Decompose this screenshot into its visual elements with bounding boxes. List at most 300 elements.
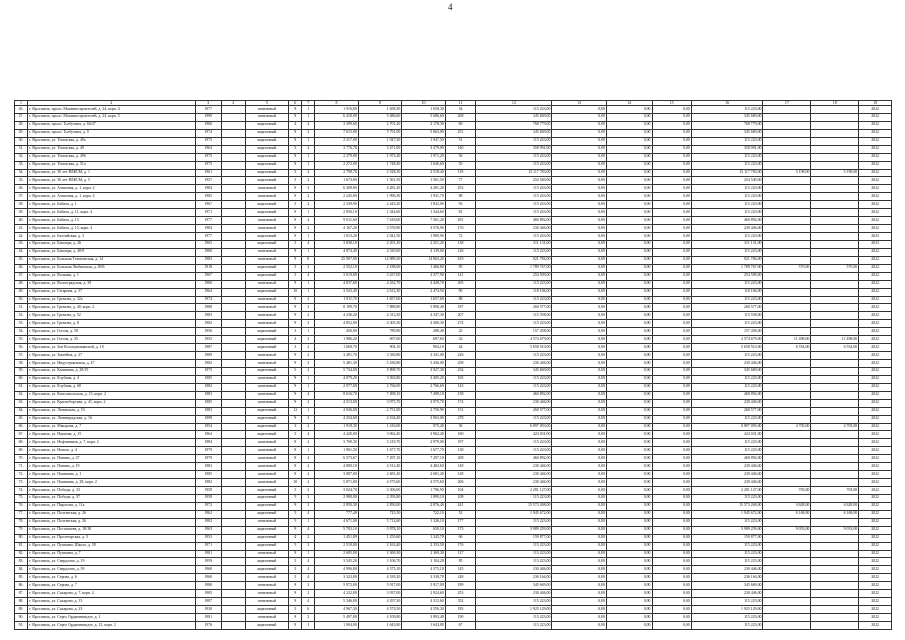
- cell-owner-funds: 2 281 127,00: [691, 487, 763, 495]
- cell-wall-material: кирпичный: [245, 606, 289, 614]
- cell-unit-cost: [763, 352, 811, 360]
- table-row: [15, 606, 892, 614]
- cell-row-number: 66.: [15, 423, 28, 431]
- cell-residents: 108: [445, 494, 475, 502]
- cell-regional-funds: 0,00: [606, 145, 652, 153]
- cell-wall-material: панельный: [245, 320, 289, 328]
- cell-wall-material: кирпичный: [245, 264, 289, 272]
- cell-residential-area: 5 917,00: [358, 582, 402, 590]
- cell-regional-funds: 0,00: [606, 518, 652, 526]
- cell-total-cost: 159 877,00: [476, 534, 552, 542]
- cell-planned-year: 2022: [859, 344, 892, 352]
- cell-private-area: 2 750,90: [402, 407, 446, 415]
- cell-address: г. Ярославль, ул. Большая Техническая, д. 14: [28, 256, 196, 264]
- cell-total-area: 1 918,30: [315, 423, 359, 431]
- cell-municipal-funds: 0,00: [652, 407, 691, 415]
- cell-row-number: 30.: [15, 137, 28, 145]
- cell-residents: 207: [445, 312, 475, 320]
- cell-municipal-funds: 0,00: [652, 423, 691, 431]
- cell-regional-funds: 0,00: [606, 106, 652, 114]
- cell-owner-funds: 115 223,00: [691, 352, 763, 360]
- cell-owner-funds: 230 446,00: [691, 399, 763, 407]
- cell-year-built: 1983: [195, 391, 221, 399]
- cell-owner-funds: 13 117 783,00: [691, 169, 763, 177]
- cell-municipal-funds: 0,00: [652, 264, 691, 272]
- column-number: 5: [245, 101, 289, 106]
- cell-entrances: 1: [302, 280, 315, 288]
- cell-address: г. Ярославль, ул. Макарова, д. 7: [28, 423, 196, 431]
- cell-wall-material: кирпичный: [245, 367, 289, 375]
- cell-year-built: 1977: [195, 106, 221, 114]
- cell-max-unit-cost: 6 168,00: [811, 510, 859, 518]
- cell-floors: 5: [289, 169, 302, 177]
- cell-municipal-funds: 0,00: [652, 526, 691, 534]
- cell-entrances: 1: [302, 407, 315, 415]
- cell-address: г. Ярославль, ул. Победы, д. 37: [28, 494, 196, 502]
- cell-total-cost: 230 446,00: [476, 225, 552, 233]
- cell-year-built: 1985: [195, 375, 221, 383]
- cell-entrances: 2: [302, 399, 315, 407]
- cell-regional-funds: 0,00: [606, 471, 652, 479]
- cell-wall-material: кирпичный: [245, 415, 289, 423]
- cell-floors: 9: [289, 590, 302, 598]
- cell-floors: 5: [289, 431, 302, 439]
- cell-total-cost: 3 989 259,00: [476, 526, 552, 534]
- cell-planned-year: 2022: [859, 201, 892, 209]
- cell-residential-area: 4 164,40: [358, 415, 402, 423]
- cell-max-unit-cost: [811, 558, 859, 566]
- cell-entrances: 4: [302, 169, 315, 177]
- cell-municipal-funds: 0,00: [652, 399, 691, 407]
- cell-residential-area: 4 281,20: [358, 185, 402, 193]
- cell-total-area: 3 545,20: [315, 558, 359, 566]
- cell-total-cost: 115 223,00: [476, 201, 552, 209]
- cell-regional-funds: 0,00: [606, 272, 652, 280]
- cell-total-area: 7 015,80: [315, 129, 359, 137]
- cell-planned-year: 2022: [859, 606, 892, 614]
- cell-total-area: 2 980,00: [315, 494, 359, 502]
- cell-residents: 119: [445, 169, 475, 177]
- cell-private-area: 4 550,30: [402, 606, 446, 614]
- cell-unit-cost: [763, 621, 811, 629]
- cell-residential-area: 1 996,30: [358, 193, 402, 201]
- cell-municipal-funds: 0,00: [652, 145, 691, 153]
- cell-owner-funds: 345 669,00: [691, 113, 763, 121]
- cell-planned-year: 2022: [859, 614, 892, 622]
- cell-regional-funds: 0,00: [606, 248, 652, 256]
- cell-residential-area: 7 888,80: [358, 304, 402, 312]
- cell-private-area: 5 898,40: [402, 304, 446, 312]
- cell-municipal-funds: 0,00: [652, 391, 691, 399]
- column-number: 6: [289, 101, 302, 106]
- cell-planned-year: 2022: [859, 304, 892, 312]
- cell-entrances: 4: [302, 431, 315, 439]
- cell-floors: 9: [289, 225, 302, 233]
- cell-owner-funds: 260 577,00: [691, 304, 763, 312]
- cell-municipal-funds: 0,00: [652, 344, 691, 352]
- cell-wall-material: кирпичный: [245, 542, 289, 550]
- cell-residents: 187: [445, 304, 475, 312]
- cell-residential-area: 3 576,90: [358, 225, 402, 233]
- cell-year-reconstructed: [221, 439, 245, 447]
- cell-floors: 9: [289, 550, 302, 558]
- cell-address: г. Ярославль, ул. Нового, д. 4: [28, 447, 196, 455]
- cell-year-reconstructed: [221, 185, 245, 193]
- cell-unit-cost: [763, 558, 811, 566]
- column-number: 8: [315, 101, 359, 106]
- cell-private-area: 1 796,90: [402, 487, 446, 495]
- cell-private-area: 3 341,00: [402, 352, 446, 360]
- cell-floors: 5: [289, 240, 302, 248]
- cell-entrances: 1: [302, 383, 315, 391]
- cell-federal-funds: 0,00: [552, 415, 606, 423]
- cell-residents: 138: [445, 240, 475, 248]
- cell-municipal-funds: 0,00: [652, 471, 691, 479]
- cell-residents: 208: [445, 455, 475, 463]
- cell-planned-year: 2022: [859, 510, 892, 518]
- cell-year-reconstructed: [221, 367, 245, 375]
- cell-year-built: 1989: [195, 352, 221, 360]
- cell-year-reconstructed: [221, 582, 245, 590]
- cell-federal-funds: 0,00: [552, 558, 606, 566]
- cell-private-area: 1 561,50: [402, 177, 446, 185]
- cell-owner-funds: 230 446,00: [691, 463, 763, 471]
- cell-municipal-funds: 0,00: [652, 606, 691, 614]
- cell-residents: 128: [445, 471, 475, 479]
- cell-owner-funds: 115 223,00: [691, 296, 763, 304]
- cell-row-number: 44.: [15, 248, 28, 256]
- cell-total-area: 8 199,70: [315, 304, 359, 312]
- cell-residential-area: 2 701,20: [358, 121, 402, 129]
- cell-row-number: 33.: [15, 161, 28, 169]
- cell-total-area: 2 339,90: [315, 201, 359, 209]
- table-row: [15, 153, 892, 161]
- cell-total-cost: 230 446,00: [476, 471, 552, 479]
- cell-residents: 206: [445, 479, 475, 487]
- cell-federal-funds: 0,00: [552, 518, 606, 526]
- cell-year-reconstructed: [221, 217, 245, 225]
- cell-entrances: 1: [302, 248, 315, 256]
- cell-year-built: 1964: [195, 431, 221, 439]
- cell-regional-funds: 0,00: [606, 320, 652, 328]
- cell-planned-year: 2022: [859, 471, 892, 479]
- cell-year-reconstructed: [221, 542, 245, 550]
- cell-planned-year: 2022: [859, 415, 892, 423]
- cell-total-cost: 230 446,00: [476, 590, 552, 598]
- cell-municipal-funds: 0,00: [652, 415, 691, 423]
- cell-total-cost: 460 892,00: [476, 455, 552, 463]
- cell-max-unit-cost: [811, 240, 859, 248]
- cell-row-number: 49.: [15, 288, 28, 296]
- cell-floors: 9: [289, 153, 302, 161]
- cell-address: г. Ярославль, ул. Папанина, д. 28, корп. 2: [28, 479, 196, 487]
- cell-municipal-funds: 0,00: [652, 375, 691, 383]
- cell-total-cost: 230 446,00: [476, 463, 552, 471]
- cell-residential-area: 1 344,60: [358, 209, 402, 217]
- table-body: [15, 106, 892, 630]
- cell-unit-cost: [763, 106, 811, 114]
- cell-address: г. Ярославль, ул. Громова, д. 8: [28, 320, 196, 328]
- table-row: [15, 621, 892, 629]
- cell-year-reconstructed: [221, 209, 245, 217]
- cell-row-number: 29.: [15, 129, 28, 137]
- cell-private-area: 1 245,70: [402, 534, 446, 542]
- cell-year-reconstructed: [221, 415, 245, 423]
- cell-residents: 274: [445, 320, 475, 328]
- cell-floors: 9: [289, 312, 302, 320]
- cell-floors: 9: [289, 598, 302, 606]
- cell-regional-funds: 0,00: [606, 201, 652, 209]
- cell-address: г. Ярославль, ул. Нефтяников, д. 7, корп. 2: [28, 439, 196, 447]
- cell-max-unit-cost: [811, 447, 859, 455]
- cell-planned-year: 2022: [859, 566, 892, 574]
- cell-unit-cost: [763, 320, 811, 328]
- cell-year-reconstructed: [221, 320, 245, 328]
- cell-row-number: 35.: [15, 177, 28, 185]
- cell-residents: 253: [445, 185, 475, 193]
- cell-total-cost: 230 446,00: [476, 399, 552, 407]
- cell-owner-funds: 115 223,00: [691, 137, 763, 145]
- cell-unit-cost: [763, 280, 811, 288]
- cell-max-unit-cost: [811, 296, 859, 304]
- cell-wall-material: панельный: [245, 590, 289, 598]
- cell-federal-funds: 0,00: [552, 463, 606, 471]
- cell-row-number: 72.: [15, 471, 28, 479]
- cell-year-reconstructed: [221, 407, 245, 415]
- cell-floors: 9: [289, 375, 302, 383]
- cell-regional-funds: 0,00: [606, 598, 652, 606]
- cell-wall-material: панельный: [245, 185, 289, 193]
- cell-year-reconstructed: [221, 137, 245, 145]
- cell-year-reconstructed: [221, 463, 245, 471]
- cell-total-cost: 115 223,00: [476, 383, 552, 391]
- cell-owner-funds: 159 877,00: [691, 534, 763, 542]
- cell-total-area: 5 497,00: [315, 614, 359, 622]
- cell-residential-area: 3 962,40: [358, 431, 402, 439]
- cell-year-reconstructed: [221, 280, 245, 288]
- cell-private-area: 3 405,20: [402, 375, 446, 383]
- cell-regional-funds: 0,00: [606, 502, 652, 510]
- cell-total-area: 3 087,00: [315, 471, 359, 479]
- cell-entrances: 2: [302, 534, 315, 542]
- cell-residential-area: 1 748,40: [358, 161, 402, 169]
- cell-private-area: 3 338,70: [402, 574, 446, 582]
- cell-wall-material: панельный: [245, 447, 289, 455]
- cell-row-number: 48.: [15, 280, 28, 288]
- cell-total-area: 4 420,00: [315, 431, 359, 439]
- column-number: 1: [15, 101, 28, 106]
- cell-unit-cost: [763, 375, 811, 383]
- cell-wall-material: панельный: [245, 225, 289, 233]
- cell-max-unit-cost: 703,00: [811, 487, 859, 495]
- cell-entrances: 4: [302, 598, 315, 606]
- cell-address: г. Ярославль, ул. Индустриальная, д. 47: [28, 360, 196, 368]
- cell-federal-funds: 0,00: [552, 145, 606, 153]
- cell-total-cost: 260 577,00: [476, 304, 552, 312]
- cell-planned-year: 2022: [859, 526, 892, 534]
- cell-year-reconstructed: [221, 129, 245, 137]
- cell-year-built: 1960: [195, 566, 221, 574]
- cell-address: г. Ярославль, ул. Сахарова, д. 7, корп. 2: [28, 590, 196, 598]
- cell-wall-material: панельный: [245, 614, 289, 622]
- cell-municipal-funds: 0,00: [652, 534, 691, 542]
- cell-municipal-funds: 0,00: [652, 280, 691, 288]
- cell-unit-cost: [763, 534, 811, 542]
- cell-year-reconstructed: [221, 431, 245, 439]
- cell-wall-material: панельный: [245, 574, 289, 582]
- cell-residents: 25: [445, 328, 475, 336]
- cell-owner-funds: 230 446,00: [691, 360, 763, 368]
- cell-total-cost: 115 223,00: [476, 153, 552, 161]
- cell-federal-funds: 0,00: [552, 526, 606, 534]
- cell-private-area: 2 153,50: [402, 542, 446, 550]
- cell-planned-year: 2022: [859, 185, 892, 193]
- table-row: [15, 550, 892, 558]
- cell-federal-funds: 0,00: [552, 177, 606, 185]
- cell-year-reconstructed: [221, 161, 245, 169]
- cell-total-cost: 115 223,00: [476, 439, 552, 447]
- cell-planned-year: 2022: [859, 423, 892, 431]
- cell-owner-funds: 230 446,00: [691, 590, 763, 598]
- cell-planned-year: 2022: [859, 360, 892, 368]
- cell-residential-area: 4 339,20: [358, 574, 402, 582]
- cell-residents: 72: [445, 233, 475, 241]
- cell-unit-cost: [763, 129, 811, 137]
- cell-year-built: 1974: [195, 129, 221, 137]
- cell-residents: 104: [445, 487, 475, 495]
- cell-regional-funds: 0,00: [606, 240, 652, 248]
- cell-residential-area: 5 686,60: [358, 113, 402, 121]
- cell-owner-funds: 921 784,00: [691, 256, 763, 264]
- cell-owner-funds: 345 669,00: [691, 129, 763, 137]
- cell-row-number: 43.: [15, 240, 28, 248]
- cell-floors: 9: [289, 320, 302, 328]
- register-sheet: [14, 100, 892, 630]
- cell-row-number: 74.: [15, 487, 28, 495]
- cell-floors: 9: [289, 209, 302, 217]
- cell-federal-funds: 0,00: [552, 574, 606, 582]
- cell-floors: 5: [289, 145, 302, 153]
- cell-planned-year: 2022: [859, 383, 892, 391]
- cell-municipal-funds: 0,00: [652, 582, 691, 590]
- cell-total-area: 4 232,00: [315, 590, 359, 598]
- cell-planned-year: 2022: [859, 518, 892, 526]
- cell-municipal-funds: 0,00: [652, 566, 691, 574]
- cell-unit-cost: [763, 121, 811, 129]
- cell-year-built: 1967: [195, 272, 221, 280]
- cell-federal-funds: 0,00: [552, 264, 606, 272]
- table-row: [15, 169, 892, 177]
- cell-wall-material: кирпичный: [245, 137, 289, 145]
- cell-unit-cost: 4 628,00: [763, 502, 811, 510]
- cell-total-cost: 115 223,00: [476, 550, 552, 558]
- cell-entrances: 1: [302, 550, 315, 558]
- table-row: [15, 225, 892, 233]
- cell-unit-cost: [763, 407, 811, 415]
- cell-owner-funds: 230 446,00: [691, 479, 763, 487]
- cell-federal-funds: 0,00: [552, 391, 606, 399]
- cell-planned-year: 2022: [859, 534, 892, 542]
- cell-entrances: 2: [302, 312, 315, 320]
- cell-max-unit-cost: [811, 129, 859, 137]
- cell-private-area: 4 428,70: [402, 280, 446, 288]
- cell-address: г. Ярославль, ул. Блюхера, д. 26: [28, 240, 196, 248]
- cell-federal-funds: 0,00: [552, 582, 606, 590]
- cell-federal-funds: 0,00: [552, 606, 606, 614]
- cell-max-unit-cost: [811, 193, 859, 201]
- cell-municipal-funds: 0,00: [652, 352, 691, 360]
- cell-wall-material: кирпичный: [245, 431, 289, 439]
- cell-wall-material: кирпичный: [245, 510, 289, 518]
- cell-floors: 5: [289, 542, 302, 550]
- cell-total-cost: 921 784,00: [476, 256, 552, 264]
- cell-residential-area: 2 163,40: [358, 542, 402, 550]
- cell-address: г. Ярославль, ул. Полтавская, д. 26: [28, 518, 196, 526]
- cell-unit-cost: [763, 566, 811, 574]
- cell-residential-area: 1 973,20: [358, 153, 402, 161]
- cell-year-built: 1971: [195, 542, 221, 550]
- cell-municipal-funds: 0,00: [652, 312, 691, 320]
- table-row: [15, 256, 892, 264]
- cell-address: г. Ярославль, ул. Наумова, д. 15: [28, 431, 196, 439]
- cell-owner-funds: 115 223,00: [691, 447, 763, 455]
- cell-municipal-funds: 0,00: [652, 455, 691, 463]
- cell-regional-funds: 0,00: [606, 510, 652, 518]
- cell-planned-year: 2022: [859, 248, 892, 256]
- cell-address: г. Ярославль, ул. Волгоградская, д. 39: [28, 280, 196, 288]
- cell-entrances: 1: [302, 106, 315, 114]
- cell-entrances: 3: [302, 185, 315, 193]
- cell-federal-funds: 0,00: [552, 471, 606, 479]
- cell-owner-funds: 115 223,00: [691, 233, 763, 241]
- cell-total-cost: 358 991,00: [476, 145, 552, 153]
- cell-year-reconstructed: [221, 121, 245, 129]
- cell-row-number: 84.: [15, 566, 28, 574]
- cell-residential-area: 2 443,20: [358, 201, 402, 209]
- cell-regional-funds: 0,00: [606, 367, 652, 375]
- cell-residential-area: 2 369,30: [358, 550, 402, 558]
- cell-address: г. Ярославль, ул. Панина, д. 27: [28, 455, 196, 463]
- cell-residents: 145: [445, 566, 475, 574]
- cell-residents: 208: [445, 113, 475, 121]
- cell-residential-area: 2 681,40: [358, 471, 402, 479]
- cell-federal-funds: 0,00: [552, 423, 606, 431]
- cell-federal-funds: 0,00: [552, 106, 606, 114]
- cell-planned-year: 2022: [859, 169, 892, 177]
- cell-residential-area: 4 575,60: [358, 479, 402, 487]
- cell-federal-funds: 0,00: [552, 534, 606, 542]
- cell-residents: 158: [445, 391, 475, 399]
- cell-wall-material: кирпичный: [245, 177, 289, 185]
- cell-federal-funds: 0,00: [552, 375, 606, 383]
- cell-unit-cost: [763, 225, 811, 233]
- cell-year-reconstructed: [221, 487, 245, 495]
- cell-private-area: 2 518,40: [402, 169, 446, 177]
- cell-municipal-funds: 0,00: [652, 439, 691, 447]
- cell-floors: 5: [289, 510, 302, 518]
- column-number: 19: [859, 101, 892, 106]
- cell-entrances: 1: [302, 233, 315, 241]
- table-row: [15, 526, 892, 534]
- cell-year-built: 1985: [195, 471, 221, 479]
- cell-federal-funds: 0,00: [552, 193, 606, 201]
- cell-year-built: 1977: [195, 233, 221, 241]
- cell-planned-year: 2022: [859, 621, 892, 629]
- cell-total-area: 4 236,20: [315, 312, 359, 320]
- cell-year-reconstructed: [221, 233, 245, 241]
- cell-regional-funds: 0,00: [606, 375, 652, 383]
- cell-owner-funds: 1 945 672,00: [691, 510, 763, 518]
